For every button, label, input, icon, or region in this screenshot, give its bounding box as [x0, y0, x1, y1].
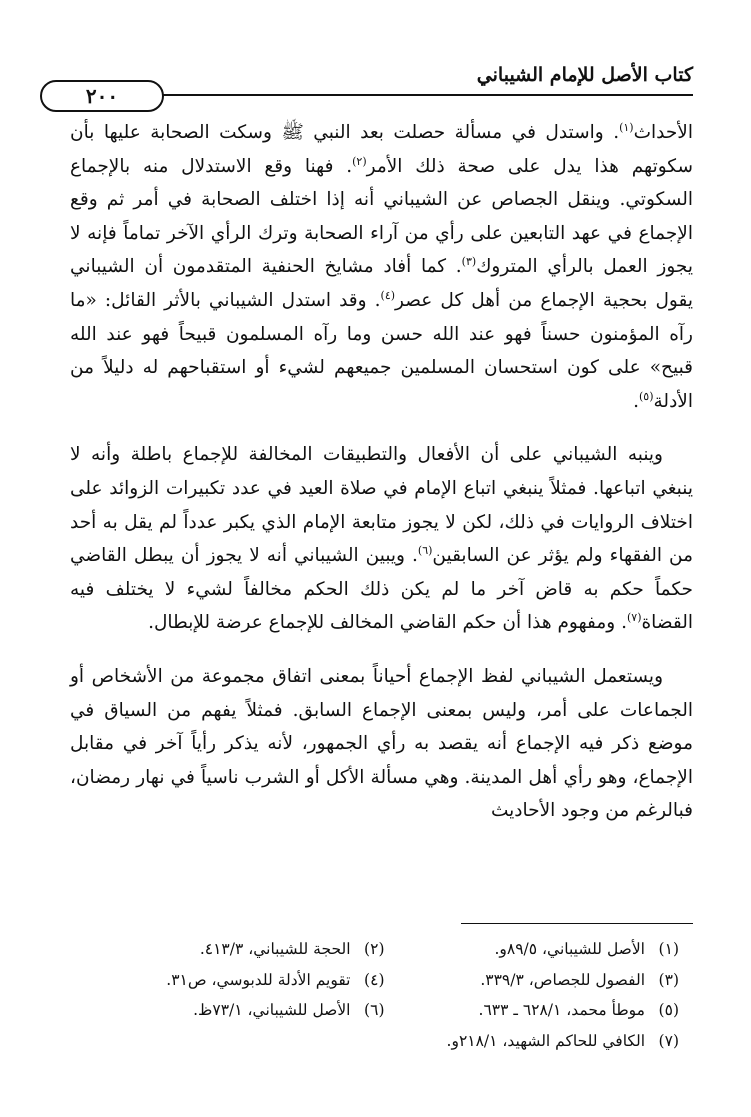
footnote-row [90, 934, 679, 965]
footnote-number: (٧) [658, 1031, 679, 1050]
footnote-citation: الفصول للجصاص، ٣٣٩/٣. [480, 970, 645, 989]
footnote-reference: (٤) [380, 288, 396, 302]
footnote-row [90, 965, 679, 996]
paragraph-text: . [633, 390, 639, 412]
footnote-number: (١) [658, 940, 679, 958]
footnote-citation: الكافي للحاكم الشهيد، ٢١٨/١و. [446, 1031, 645, 1050]
footnote [90, 934, 385, 965]
paragraph [70, 660, 693, 828]
paragraph-text: ويستعمل الشيباني لفظ الإجماع أحياناً بمعنى اتفاق مجموعة من الأشخاص أو الجماعات على أمر، وليس بمعنى الإجماع السابق. فمثلاً يفهم من السياق في موضع ذكر فيه الإجماع أنه يقصد به رأي الجمهور، لأنه يذكر رأياً آخر في مقابل الإجماع، وهو رأي أهل المدينة. وهي مسألة الأكل أو الشرب ناسياً في نهار رمضان، فبالرغم من وجود الأحاديث [70, 665, 693, 822]
footnote [385, 965, 680, 996]
footnote-citation: الأصل للشيباني، ٧٣/١ظ. [193, 1001, 351, 1019]
footnote-reference: (٥) [639, 389, 654, 403]
footnote-number: (٣) [658, 970, 679, 989]
footnote-number: (٦) [364, 1001, 385, 1019]
page-header [40, 52, 693, 108]
footnote-reference: (٦) [417, 543, 433, 557]
footnote [90, 995, 385, 1026]
paragraph-text: . كما أفاد مشايخ الحنفية المتقدمون أن الشيباني يقول بحجية الإجماع من أهل كل عصر [70, 256, 693, 311]
footnote-reference: (١) [619, 120, 634, 134]
footnote-citation: موطأ محمد، ٦٢٨/١ ـ ٦٣٣. [478, 1001, 645, 1019]
paragraph-text: . واستدل في مسألة حصلت بعد النبي ﷺ وسكت الصحابة عليها بأن سكوتهم هذا يدل على صحة ذلك الأمر [70, 122, 693, 177]
footnote-citation: الحجة للشيباني، ٤١٣/٣. [199, 940, 351, 958]
page-number: ٢٠٠ [40, 80, 164, 112]
footnotes [90, 934, 679, 1056]
footnote-number: (٤) [364, 970, 385, 989]
footnote-number: (٢) [364, 940, 385, 958]
paragraph-text: . ويبين الشيباني أنه لا يجوز أن يبطل القاضي حكماً حكم به قاض آخر ما لم يكن ذلك الحكم مخالفاً لشيء لا يختلف فيه القضاة [70, 545, 693, 634]
paragraph-text: . وقد استدل الشيباني بالأثر القائل: «ما رآه المؤمنون حسناً فهو عند الله حسن وما رآه المسلمون قبيحاً فهو عند الله قبيح» على كون استحسان المسلمين جميعهم لشيء أو استقباحهم له دليلاً من الأدلة [70, 289, 693, 412]
footnote-citation: تقويم الأدلة للدبوسي، ص٣١. [166, 970, 351, 989]
paragraph-text: الأحداث [633, 122, 693, 143]
running-title: كتاب الأصل للإمام الشيباني [476, 64, 693, 86]
footnote-citation: الأصل للشيباني، ٨٩/٥و. [494, 940, 645, 958]
footnote-reference: (٣) [461, 255, 477, 269]
footnote [385, 995, 680, 1026]
paragraph-text: . ومفهوم هذا أن حكم القاضي المخالف للإجماع عرضة للإبطال. [148, 612, 627, 634]
paragraph [70, 438, 693, 640]
footnote-reference: (٢) [352, 154, 367, 168]
footnote-row [90, 1026, 679, 1057]
paragraph [70, 116, 693, 418]
footnote [385, 934, 680, 965]
footnote [90, 965, 385, 996]
main-text [70, 116, 693, 848]
paragraph-text: وينبه الشيباني على أن الأفعال والتطبيقات المخالفة للإجماع باطلة وأنه لا ينبغي اتباعها. فمثلاً ينبغي اتباع الإمام في صلاة العيد في عدد تكبيرات الزوائد على اختلاف الروايات في ذلك، لكن لا يجوز متابعة الإمام الذي يكبر عدداً لم يقل به أحد من الفقهاء ولم يؤثر عن السابقين [70, 444, 693, 567]
footnote-separator [461, 923, 693, 924]
footnote [385, 1026, 680, 1057]
footnote-reference: (٧) [626, 611, 642, 625]
paragraph-text: . فهنا وقع الاستدلال منه بالإجماع السكوتي. وينقل الجصاص عن الشيباني أنه إذا اختلف الصحابة في أمر ثم وقع الإجماع في عهد التابعين على رأي من آراء الصحابة وترك الرأي الآخر تماماً فإنه لا يجوز العمل بالرأي المتروك [70, 155, 693, 278]
footnote-row [90, 995, 679, 1026]
footnote-number: (٥) [658, 1001, 679, 1019]
